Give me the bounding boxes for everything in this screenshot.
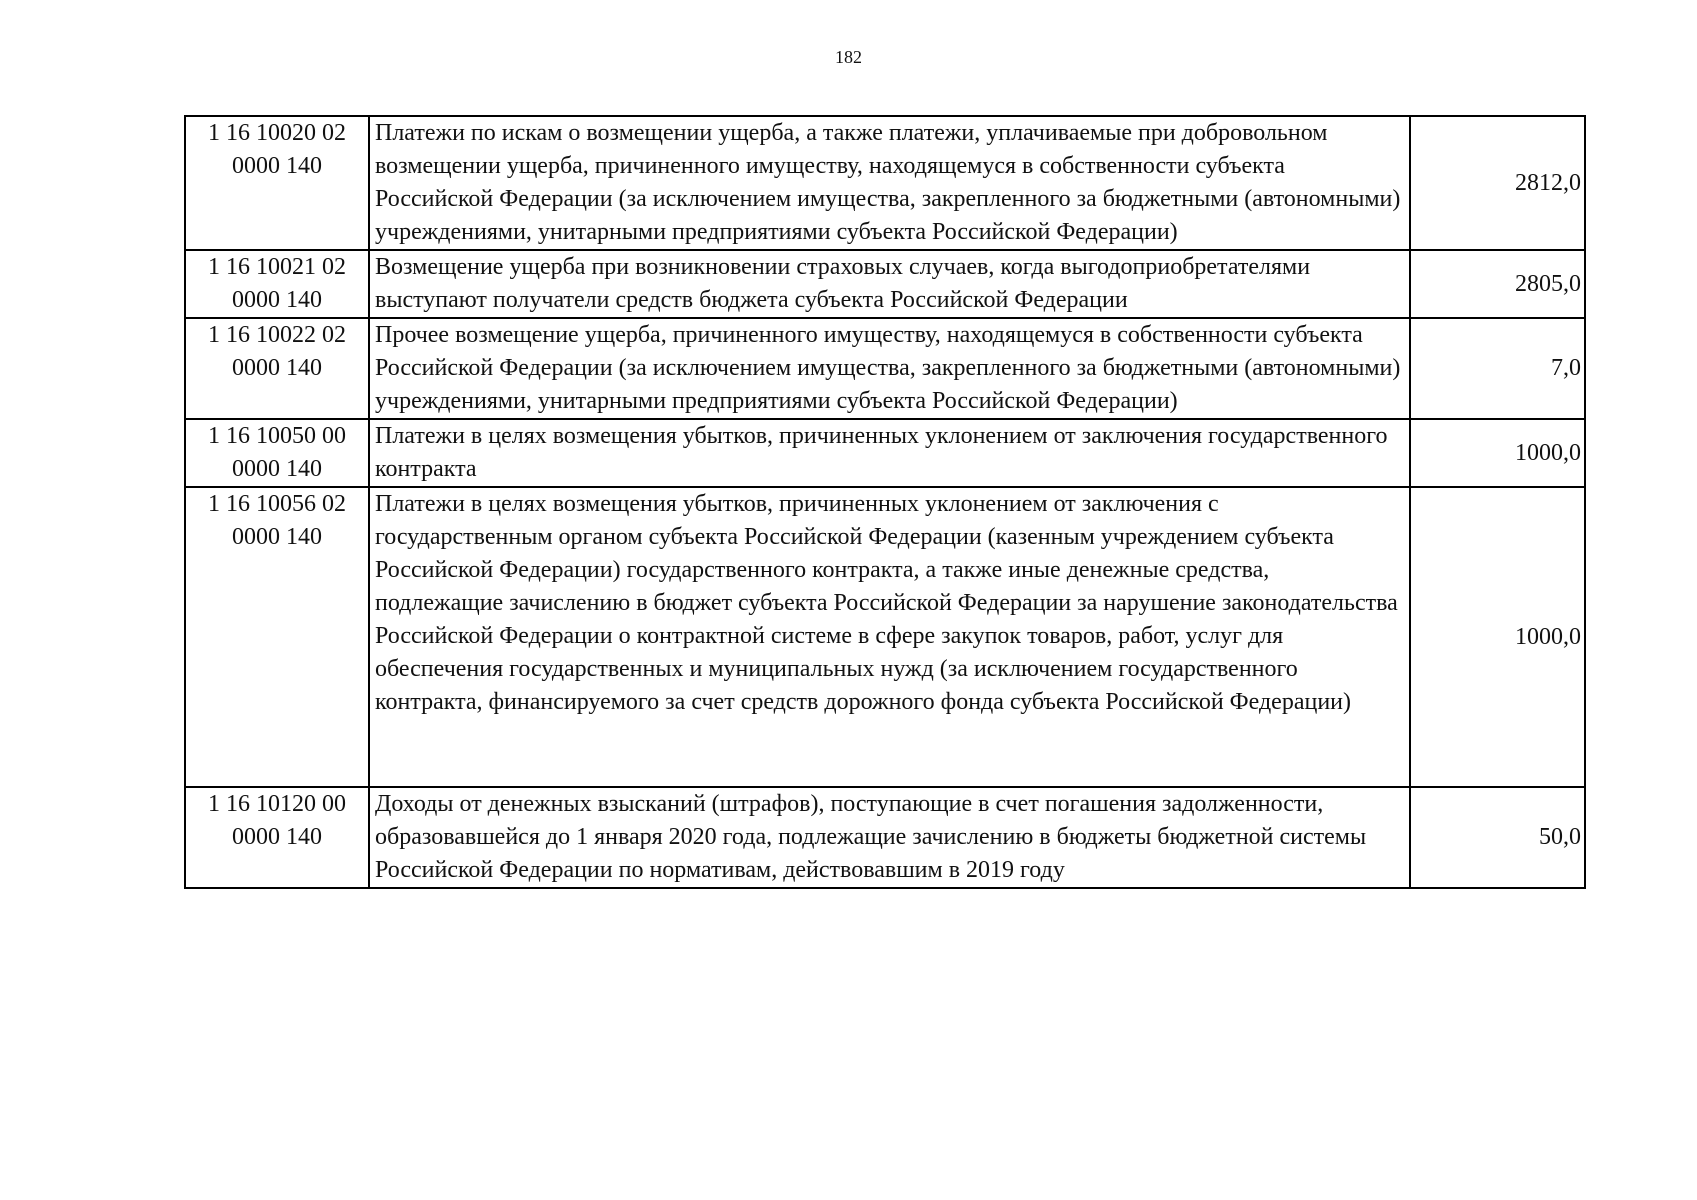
page-number: 182 [835, 47, 862, 67]
classification-code-cell [185, 787, 369, 888]
classification-code-line1: 1 16 10021 02 [208, 254, 346, 280]
classification-code-line1: 1 16 10050 00 [208, 423, 346, 449]
description-cell: Платежи в целях возмещения убытков, причиненных уклонением от заключения с государственным органом субъекта Российской Федерации (казенным учреждением субъекта Российской Федерации) государственного контракта, а также иные денежные средства, подлежащие зачислению в бюджет субъекта Российской Федерации за нарушение законодательства Российской Федерации о контрактной системе в сфере закупок товаров, работ, услуг для обеспечения государственных и муниципальных нужд (за исключением государственного контракта, финансируемого за счет средств дорожного фонда субъекта Российской Федерации) [369, 487, 1410, 787]
revenue-table [184, 115, 1586, 889]
amount-cell: 7,0 [1410, 318, 1585, 419]
amount-cell: 2805,0 [1410, 250, 1585, 318]
classification-code-line2: 0000 140 [232, 287, 322, 313]
classification-code-cell [185, 250, 369, 318]
classification-code-line2: 0000 140 [232, 524, 322, 550]
description-cell: Платежи в целях возмещения убытков, причиненных уклонением от заключения государственного контракта [369, 419, 1410, 487]
classification-code-line2: 0000 140 [232, 153, 322, 179]
classification-code-cell [185, 318, 369, 419]
classification-code-line1: 1 16 10022 02 [208, 322, 346, 348]
classification-code-line2: 0000 140 [232, 355, 322, 381]
table-row [185, 487, 1585, 787]
amount-cell: 1000,0 [1410, 419, 1585, 487]
classification-code-line1: 1 16 10056 02 [208, 491, 346, 517]
description-cell: Доходы от денежных взысканий (штрафов), поступающие в счет погашения задолженности, образовавшейся до 1 января 2020 года, подлежащие зачислению в бюджеты бюджетной системы Российской Федерации по нормативам, действовавшим в 2019 году [369, 787, 1410, 888]
description-cell: Прочее возмещение ущерба, причиненного имуществу, находящемуся в собственности субъекта Российской Федерации (за исключением имущества, закрепленного за бюджетными (автономными) учреждениями, унитарными предприятиями субъекта Российской Федерации) [369, 318, 1410, 419]
amount-cell: 2812,0 [1410, 116, 1585, 250]
classification-code-cell [185, 487, 369, 787]
classification-code-line1: 1 16 10020 02 [208, 120, 346, 146]
table-row [185, 250, 1585, 318]
amount-cell: 50,0 [1410, 787, 1585, 888]
classification-code-line1: 1 16 10120 00 [208, 791, 346, 817]
table-row [185, 318, 1585, 419]
classification-code-line2: 0000 140 [232, 824, 322, 850]
classification-code-cell [185, 419, 369, 487]
description-cell: Возмещение ущерба при возникновении страховых случаев, когда выгодоприобретателями выступают получатели средств бюджета субъекта Российской Федерации [369, 250, 1410, 318]
classification-code-line2: 0000 140 [232, 456, 322, 482]
table-row [185, 116, 1585, 250]
table-row [185, 419, 1585, 487]
classification-code-cell [185, 116, 369, 250]
table-row [185, 787, 1585, 888]
amount-cell: 1000,0 [1410, 487, 1585, 787]
description-cell: Платежи по искам о возмещении ущерба, а также платежи, уплачиваемые при добровольном возмещении ущерба, причиненного имуществу, находящемуся в собственности субъекта Российской Федерации (за исключением имущества, закрепленного за бюджетными (автономными) учреждениями, унитарными предприятиями субъекта Российской Федерации) [369, 116, 1410, 250]
